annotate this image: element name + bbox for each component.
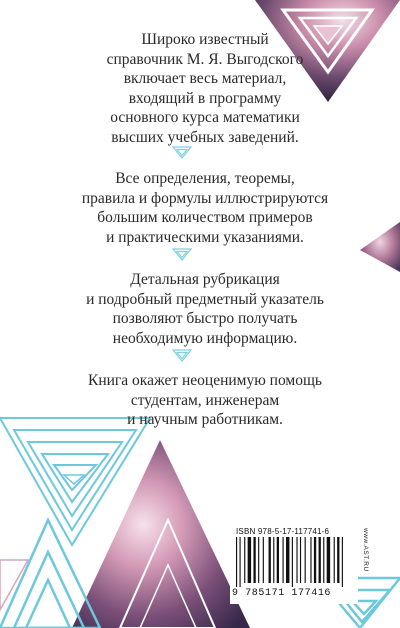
barcode-bar: [253, 537, 255, 583]
right-edge-nebula-triangle: [360, 222, 400, 272]
bottom-nebula-triangle: [72, 440, 250, 628]
text-line: основного курса математики: [110, 109, 300, 126]
barcode-bar: [334, 537, 335, 583]
barcode-bar: [283, 537, 284, 583]
bottom-left-pink-lines: [0, 560, 28, 610]
barcode-bar: [240, 537, 241, 587]
publisher-site-url: www.AST.RU: [362, 528, 369, 572]
isbn-barcode-block: [230, 526, 358, 604]
barcode-bar: [273, 537, 274, 583]
barcode-bar: [310, 537, 311, 583]
barcode-bar: [314, 537, 316, 583]
double-triangle-icon: [172, 146, 192, 159]
barcode-bar: [300, 537, 301, 583]
barcode-bar: [258, 537, 259, 583]
barcode-bar: [305, 537, 306, 583]
barcode-bar: [277, 537, 279, 583]
barcode-bar: [263, 537, 264, 583]
text-line: входящий в программу: [128, 89, 282, 107]
barcode-bar: [244, 537, 245, 583]
text-line: правила и формулы иллюстрируются: [81, 189, 329, 207]
double-triangle-icon: [172, 248, 192, 261]
text-line: студентам, инженерам: [130, 391, 280, 409]
description-paragraph-4: [60, 371, 350, 430]
text-line: высших учебных заведений.: [111, 128, 299, 146]
barcode-bar: [269, 537, 271, 583]
text-line: и практическими указаниями.: [106, 228, 304, 246]
barcode-bar: [296, 537, 297, 583]
description-paragraph-3: [60, 270, 350, 348]
text-line: и научным работникам.: [127, 411, 283, 428]
barcode-bar: [319, 537, 321, 583]
text-line: Детальная рубрикация: [130, 271, 280, 288]
text-line: Все определения, теоремы,: [115, 170, 295, 187]
text-line: позволяют быстро получать: [112, 310, 298, 327]
barcode-bar: [248, 537, 251, 583]
barcode: [234, 537, 354, 587]
text-line: справочник М. Я. Выгодского: [106, 50, 304, 68]
barcode-bar: [342, 537, 343, 587]
text-line: необходимую информацию.: [112, 329, 298, 347]
text-line: и подробный предметный указатель: [86, 290, 324, 308]
barcode-bar: [327, 537, 330, 583]
text-line: большим количеством примеров: [97, 209, 313, 226]
description-paragraph-1: [60, 30, 350, 147]
barcode-bar: [292, 537, 293, 587]
text-line: Широко известный: [141, 31, 269, 48]
barcode-bar: [236, 537, 237, 587]
barcode-bar: [286, 537, 289, 583]
barcode-bar: [323, 537, 324, 583]
isbn-label: ISBN 978-5-17-117741-6: [236, 527, 330, 536]
barcode-digits: 9 785171 177416: [232, 588, 332, 599]
text-line: Книга окажет неоценимую помощь: [87, 372, 322, 389]
text-line: включает весь материал,: [123, 70, 287, 87]
description-paragraph-2: [60, 169, 350, 247]
double-triangle-icon: [172, 349, 192, 362]
barcode-bar: [337, 537, 339, 583]
